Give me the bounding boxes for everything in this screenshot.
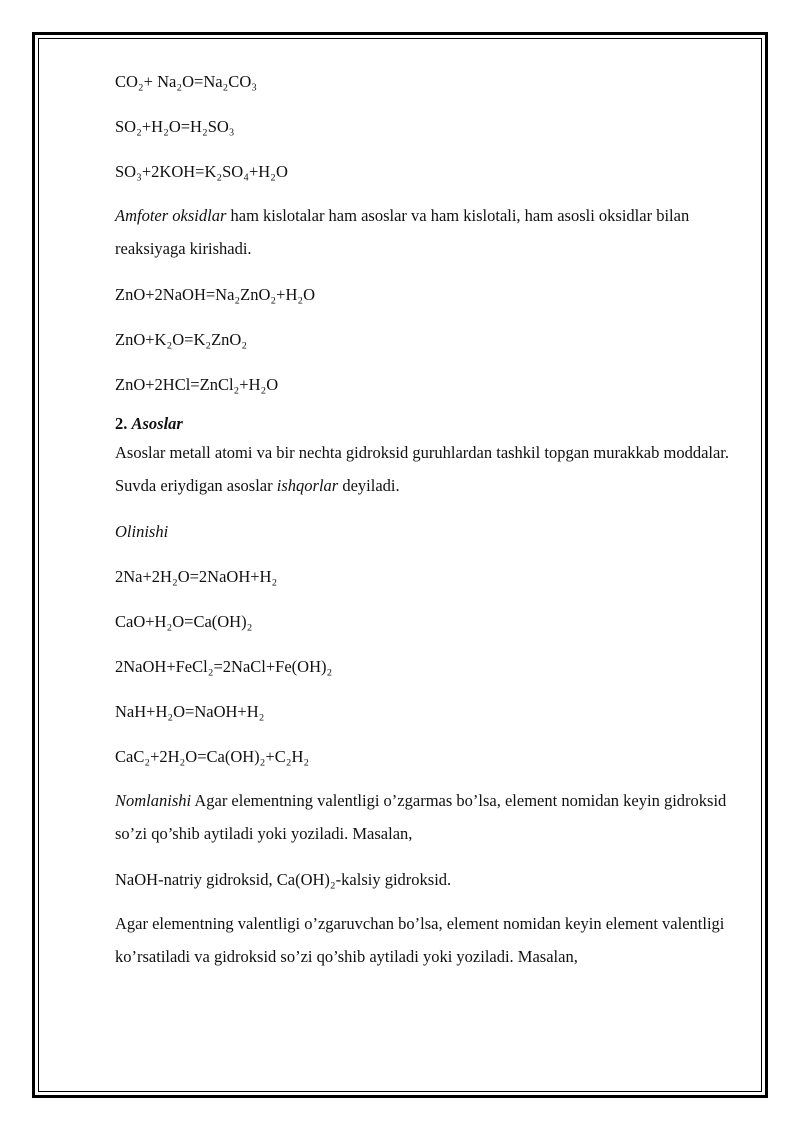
- section-title: Asoslar: [131, 414, 183, 433]
- equation-obtaining-3: 2NaOH+FeCl₂=2NaCl+Fe(OH)₂: [115, 657, 333, 676]
- section-heading: [115, 412, 745, 436]
- definition-text-1: Asoslar metall atomi va bir nechta gidroksid guruhlardan tashkil topgan murakkab moddalar. Suvda eriydigan asoslar: [115, 443, 730, 495]
- naming-example: NaOH-natriy gidroksid, Ca(OH)₂-kalsiy gidroksid.: [115, 870, 452, 889]
- document-body: [115, 64, 745, 973]
- equation-acidic-3: SO₃+2KOH=K₂SO₄+H₂O: [115, 162, 288, 181]
- naming-text: Agar elementning valentligi o’zgarmas bo’lsa, element nomidan keyin gidroksid so’zi qo’shib aytiladi yoki yoziladi. Masalan,: [115, 791, 727, 843]
- amphoteric-text: ham kislotalar ham asoslar va ham kislotali, ham asosli oksidlar bilan reaksiyaga kirishadi.: [115, 206, 690, 258]
- obtaining-label: Olinishi: [115, 522, 169, 541]
- section-number: 2.: [115, 414, 132, 433]
- equation-obtaining-4: NaH+H₂O=NaOH+H₂: [115, 702, 265, 721]
- equation-obtaining-1: 2Na+2H₂O=2NaOH+H₂: [115, 567, 278, 586]
- amphoteric-paragraph: [115, 199, 745, 265]
- equation-amphoteric-3: ZnO+2HCl=ZnCl₂+H₂O: [115, 375, 279, 394]
- equation-acidic-1: CO₂+ Na₂O=Na₂CO₃: [115, 72, 257, 91]
- definition-text-2: deyiladi.: [338, 476, 400, 495]
- equation-amphoteric-1: ZnO+2NaOH=Na₂ZnO₂+H₂O: [115, 285, 316, 304]
- definition-paragraph: [115, 436, 745, 502]
- equation-obtaining-2: CaO+H₂O=Ca(OH)₂: [115, 612, 253, 631]
- naming-label: Nomlanishi: [115, 791, 192, 810]
- variable-valence-paragraph: Agar elementning valentligi o’zgaruvchan bo’lsa, element nomidan keyin element valentligi ko’rsatiladi va gidroksid so’zi qo’shib aytiladi yoki yoziladi. Masalan,: [115, 914, 725, 966]
- equation-acidic-2: SO₂+H₂O=H₂SO₃: [115, 117, 235, 136]
- equation-amphoteric-2: ZnO+K₂O=K₂ZnO₂: [115, 330, 248, 349]
- amphoteric-term: Amfoter oksidlar: [115, 206, 227, 225]
- equation-obtaining-5: CaC₂+2H₂O=Ca(OH)₂+C₂H₂: [115, 747, 310, 766]
- definition-term: ishqorlar: [276, 476, 339, 495]
- naming-paragraph: [115, 784, 745, 850]
